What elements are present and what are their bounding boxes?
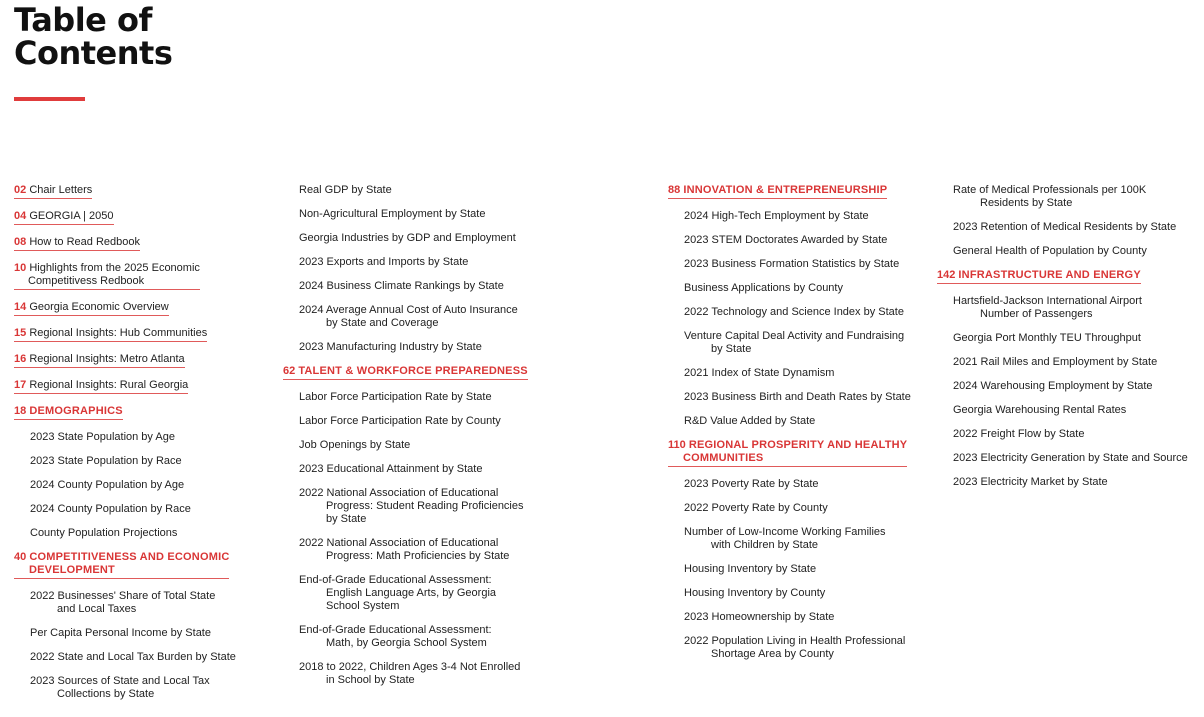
subentry-text — [299, 487, 643, 526]
toc-section-heading[interactable] — [14, 551, 279, 579]
toc-link-entry[interactable] — [14, 210, 279, 225]
page-number: 142 — [937, 269, 956, 281]
subentry-line: Job Openings by State — [299, 439, 411, 451]
subentry-text — [684, 258, 948, 271]
subentry-text — [30, 651, 279, 664]
subentry-line: 2018 to 2022, Children Ages 3-4 Not Enrolled — [299, 661, 521, 673]
subentry-line: 2022 National Association of Educational — [299, 537, 499, 549]
toc-subentry[interactable] — [937, 428, 1204, 441]
toc-subentry[interactable] — [283, 341, 643, 354]
subentry-line: Labor Force Participation Rate by State — [299, 391, 492, 403]
subentry-line: 2021 Index of State Dynamism — [684, 367, 835, 379]
toc-entry-link[interactable] — [14, 236, 140, 251]
subentry-text — [30, 675, 279, 701]
subentry-line: Math, by Georgia School System — [326, 637, 487, 649]
toc-subentry[interactable] — [283, 624, 643, 650]
subentry-text — [299, 537, 643, 563]
toc-subentry[interactable] — [283, 280, 643, 293]
subentry-text — [684, 415, 948, 428]
subentry-text — [953, 332, 1204, 345]
subentry-line: by State and Coverage — [326, 317, 439, 329]
toc-entry-link[interactable] — [668, 439, 907, 467]
toc-column-3 — [668, 184, 948, 672]
toc-subentry[interactable] — [668, 502, 948, 515]
toc-link-entry[interactable] — [14, 327, 279, 342]
subentry-line: Hartsfield-Jackson International Airport — [953, 295, 1142, 307]
toc-entry-link[interactable] — [14, 327, 207, 342]
toc-entry-link[interactable] — [668, 184, 887, 199]
toc-link-entry[interactable] — [14, 184, 279, 199]
subentry-line: Georgia Port Monthly TEU Throughput — [953, 332, 1141, 344]
toc-link-entry[interactable] — [14, 301, 279, 316]
subentry-line: Progress: Math Proficiencies by State — [326, 550, 510, 562]
toc-subentry[interactable] — [668, 526, 948, 552]
entry-title: COMPETITIVENESS AND ECONOMIC — [29, 551, 230, 563]
entry-title: GEORGIA | 2050 — [29, 210, 114, 222]
toc-subentry[interactable] — [937, 452, 1204, 465]
toc-subentry[interactable] — [283, 208, 643, 221]
subentry-line: 2024 County Population by Age — [30, 479, 185, 491]
subentry-line: Per Capita Personal Income by State — [30, 627, 211, 639]
subentry-line: Progress: Student Reading Proficiencies — [326, 500, 524, 512]
subentry-text — [299, 661, 643, 687]
subentry-line: 2023 Educational Attainment by State — [299, 463, 483, 475]
subentry-text — [953, 221, 1204, 234]
subentry-text — [953, 404, 1204, 417]
subentry-line: 2023 Electricity Generation by State and Source — [953, 452, 1188, 464]
subentry-text — [299, 574, 643, 613]
subentry-line: and Local Taxes — [57, 603, 137, 615]
subentry-line: Housing Inventory by County — [684, 587, 826, 599]
toc-section-heading[interactable] — [668, 439, 948, 467]
subentry-line: Shortage Area by County — [711, 648, 834, 660]
subentry-text — [299, 280, 643, 293]
toc-subentry[interactable] — [14, 479, 279, 492]
subentry-line: with Children by State — [711, 539, 818, 551]
toc-subentry[interactable] — [668, 391, 948, 404]
subentry-text — [30, 503, 279, 516]
toc-link-entry[interactable] — [14, 236, 279, 251]
toc-link-entry[interactable] — [14, 379, 279, 394]
toc-subentry[interactable] — [283, 232, 643, 245]
subentry-line: School System — [326, 600, 400, 612]
page-number: 04 — [14, 210, 27, 222]
subentry-line: End-of-Grade Educational Assessment: — [299, 624, 492, 636]
toc-subentry[interactable] — [14, 590, 279, 616]
subentry-line: 2023 Electricity Market by State — [953, 476, 1108, 488]
entry-title: Regional Insights: Rural Georgia — [29, 379, 189, 391]
subentry-line: Residents by State — [980, 197, 1073, 209]
toc-subentry[interactable] — [668, 478, 948, 491]
subentry-line: 2022 Population Living in Health Professional — [684, 635, 906, 647]
toc-subentry[interactable] — [668, 367, 948, 380]
toc-subentry[interactable] — [283, 537, 643, 563]
toc-subentry[interactable] — [283, 391, 643, 404]
subentry-line: Venture Capital Deal Activity and Fundraising — [684, 330, 905, 342]
subentry-text — [299, 624, 643, 650]
subentry-text — [30, 479, 279, 492]
toc-section-heading[interactable] — [668, 184, 948, 199]
toc-column-2 — [283, 184, 643, 698]
toc-subentry[interactable] — [937, 221, 1204, 234]
toc-subentry[interactable] — [668, 635, 948, 661]
subentry-text — [299, 439, 643, 452]
toc-subentry[interactable] — [668, 282, 948, 295]
subentry-line: Housing Inventory by State — [684, 563, 817, 575]
subentry-line: by State — [326, 513, 367, 525]
toc-subentry[interactable] — [668, 415, 948, 428]
entry-title: TALENT & WORKFORCE PREPAREDNESS — [298, 365, 528, 377]
subentry-text — [30, 627, 279, 640]
toc-subentry[interactable] — [668, 563, 948, 576]
toc-subentry[interactable] — [14, 651, 279, 664]
subentry-line: 2023 Sources of State and Local Tax — [30, 675, 210, 687]
subentry-line: in School by State — [326, 674, 415, 686]
toc-subentry[interactable] — [937, 245, 1204, 258]
subentry-text — [953, 428, 1204, 441]
subentry-line: English Language Arts, by Georgia — [326, 587, 497, 599]
page-number: 18 — [14, 405, 27, 417]
toc-subentry[interactable] — [14, 455, 279, 468]
toc-entry-link[interactable] — [283, 365, 528, 380]
toc-column-4 — [937, 184, 1204, 500]
subentry-text — [684, 635, 948, 661]
subentry-line: 2023 State Population by Age — [30, 431, 175, 443]
toc-subentry[interactable] — [14, 527, 279, 540]
toc-section-heading[interactable] — [283, 365, 643, 380]
toc-subentry[interactable] — [668, 306, 948, 319]
subentry-text — [299, 256, 643, 269]
subentry-text — [30, 590, 279, 616]
subentry-text — [953, 245, 1204, 258]
subentry-text — [684, 611, 948, 624]
subentry-text — [299, 391, 643, 404]
subentry-text — [953, 476, 1204, 489]
page-number: 62 — [283, 365, 296, 377]
subentry-line: Rate of Medical Professionals per 100K — [953, 184, 1147, 196]
subentry-line: 2021 Rail Miles and Employment by State — [953, 356, 1158, 368]
page-number: 110 — [668, 439, 686, 451]
toc-subentry[interactable] — [937, 184, 1204, 210]
subentry-line: Labor Force Participation Rate by County — [299, 415, 501, 427]
subentry-line: End-of-Grade Educational Assessment: — [299, 574, 492, 586]
toc-subentry[interactable] — [283, 487, 643, 526]
toc-subentry[interactable] — [283, 439, 643, 452]
subentry-text — [953, 452, 1204, 465]
subentry-text — [684, 234, 948, 247]
page-number: 16 — [14, 353, 27, 365]
page-title: Table of Contents — [14, 1, 173, 72]
subentry-line: Number of Low-Income Working Families — [684, 526, 886, 538]
toc-subentry[interactable] — [937, 356, 1204, 369]
subentry-line: General Health of Population by County — [953, 245, 1147, 257]
toc-section-heading[interactable] — [14, 405, 279, 420]
subentry-line: 2022 State and Local Tax Burden by State — [30, 651, 236, 663]
subentry-text — [299, 304, 643, 330]
toc-subentry[interactable] — [14, 503, 279, 516]
subentry-text — [684, 210, 948, 223]
toc-link-entry[interactable] — [14, 353, 279, 368]
entry-title: INNOVATION & ENTREPRENEURSHIP — [683, 184, 888, 196]
subentry-text — [684, 502, 948, 515]
page-number: 15 — [14, 327, 27, 339]
toc-entry-link[interactable] — [14, 210, 114, 225]
entry-title: INFRASTRUCTURE AND ENERGY — [958, 269, 1141, 281]
subentry-text — [684, 330, 948, 356]
toc-subentry[interactable] — [283, 184, 643, 197]
page-number: 40 — [14, 551, 27, 563]
subentry-line: by State — [711, 343, 752, 355]
subentry-text — [299, 415, 643, 428]
toc-entry-link[interactable] — [14, 379, 188, 394]
subentry-text — [684, 282, 948, 295]
toc-subentry[interactable] — [668, 234, 948, 247]
subentry-line: Georgia Warehousing Rental Rates — [953, 404, 1127, 416]
subentry-line: Business Applications by County — [684, 282, 843, 294]
subentry-text — [299, 341, 643, 354]
subentry-line: 2024 High-Tech Employment by State — [684, 210, 869, 222]
toc-subentry[interactable] — [937, 476, 1204, 489]
subentry-text — [953, 356, 1204, 369]
subentry-line: 2024 Average Annual Cost of Auto Insurance — [299, 304, 518, 316]
toc-entry-link[interactable] — [14, 301, 169, 316]
subentry-text — [30, 455, 279, 468]
subentry-text — [299, 208, 643, 221]
toc-entry-link[interactable] — [14, 353, 185, 368]
subentry-line: Georgia Industries by GDP and Employment — [299, 232, 516, 244]
entry-title: How to Read Redbook — [29, 236, 140, 248]
subentry-text — [953, 295, 1204, 321]
toc-subentry[interactable] — [283, 304, 643, 330]
subentry-line: 2022 Technology and Science Index by State — [684, 306, 904, 318]
entry-title: Chair Letters — [29, 184, 93, 196]
toc-subentry[interactable] — [14, 431, 279, 444]
toc-column-1 — [14, 184, 279, 712]
entry-title-continued: COMMUNITIES — [683, 452, 764, 464]
toc-entry-link[interactable] — [937, 269, 1141, 284]
subentry-line: R&D Value Added by State — [684, 415, 816, 427]
toc-subentry[interactable] — [937, 380, 1204, 393]
toc-subentry[interactable] — [937, 404, 1204, 417]
subentry-text — [684, 367, 948, 380]
subentry-line: 2023 Homeownership by State — [684, 611, 835, 623]
toc-subentry[interactable] — [668, 258, 948, 271]
subentry-line: 2024 County Population by Race — [30, 503, 191, 515]
toc-link-entry[interactable] — [14, 262, 279, 290]
subentry-text — [684, 478, 948, 491]
subentry-line: Real GDP by State — [299, 184, 392, 196]
subentry-text — [684, 587, 948, 600]
subentry-line: Number of Passengers — [980, 308, 1093, 320]
page-number: 17 — [14, 379, 27, 391]
entry-title-continued: Competitivess Redbook — [28, 275, 145, 287]
subentry-text — [953, 184, 1204, 210]
toc-subentry[interactable] — [668, 611, 948, 624]
toc-section-heading[interactable] — [937, 269, 1204, 284]
toc-entry-link[interactable] — [14, 551, 229, 579]
subentry-line: 2023 Business Formation Statistics by State — [684, 258, 900, 270]
subentry-text — [299, 184, 643, 197]
subentry-text — [684, 306, 948, 319]
subentry-line: Non-Agricultural Employment by State — [299, 208, 486, 220]
subentry-line: 2023 STEM Doctorates Awarded by State — [684, 234, 888, 246]
page-number: 14 — [14, 301, 27, 313]
subentry-line: 2022 Poverty Rate by County — [684, 502, 828, 514]
entry-title: REGIONAL PROSPERITY AND HEALTHY — [688, 439, 908, 451]
entry-title: Regional Insights: Hub Communities — [29, 327, 208, 339]
subentry-line: 2024 Business Climate Rankings by State — [299, 280, 504, 292]
subentry-line: 2023 State Population by Race — [30, 455, 182, 467]
page-number: 02 — [14, 184, 27, 196]
toc-subentry[interactable] — [283, 415, 643, 428]
subentry-text — [953, 380, 1204, 393]
subentry-line: 2023 Exports and Imports by State — [299, 256, 469, 268]
subentry-line: Collections by State — [57, 688, 155, 700]
subentry-line: 2022 Freight Flow by State — [953, 428, 1085, 440]
entry-title-continued: DEVELOPMENT — [29, 564, 115, 576]
entry-title: DEMOGRAPHICS — [29, 405, 123, 417]
toc-entry-link[interactable] — [14, 405, 123, 420]
toc-subentry[interactable] — [283, 256, 643, 269]
page-number: 10 — [14, 262, 27, 274]
subentry-line: 2022 National Association of Educational — [299, 487, 499, 499]
entry-title: Regional Insights: Metro Atlanta — [29, 353, 185, 365]
title-accent-rule — [14, 97, 85, 101]
subentry-line: 2022 Businesses' Share of Total State — [30, 590, 216, 602]
subentry-text — [684, 563, 948, 576]
toc-subentry[interactable] — [283, 463, 643, 476]
subentry-line: 2023 Retention of Medical Residents by State — [953, 221, 1177, 233]
subentry-line: 2023 Poverty Rate by State — [684, 478, 819, 490]
subentry-line: County Population Projections — [30, 527, 178, 539]
subentry-text — [30, 431, 279, 444]
toc-subentry[interactable] — [668, 587, 948, 600]
toc-subentry[interactable] — [14, 675, 279, 701]
toc-subentry[interactable] — [283, 574, 643, 613]
subentry-text — [684, 391, 948, 404]
toc-entry-link[interactable] — [14, 262, 200, 290]
subentry-line: 2024 Warehousing Employment by State — [953, 380, 1153, 392]
subentry-text — [299, 463, 643, 476]
toc-subentry[interactable] — [937, 295, 1204, 321]
subentry-text — [30, 527, 279, 540]
subentry-line: 2023 Business Birth and Death Rates by State — [684, 391, 911, 403]
subentry-text — [299, 232, 643, 245]
subentry-line: 2023 Manufacturing Industry by State — [299, 341, 482, 353]
toc-subentry[interactable] — [668, 330, 948, 356]
entry-title: Highlights from the 2025 Economic — [29, 262, 200, 274]
entry-title: Georgia Economic Overview — [29, 301, 169, 313]
toc-entry-link[interactable] — [14, 184, 92, 199]
toc-subentry[interactable] — [14, 627, 279, 640]
page-number: 08 — [14, 236, 27, 248]
toc-subentry[interactable] — [937, 332, 1204, 345]
toc-subentry[interactable] — [283, 661, 643, 687]
page-number: 88 — [668, 184, 681, 196]
subentry-text — [684, 526, 948, 552]
toc-subentry[interactable] — [668, 210, 948, 223]
